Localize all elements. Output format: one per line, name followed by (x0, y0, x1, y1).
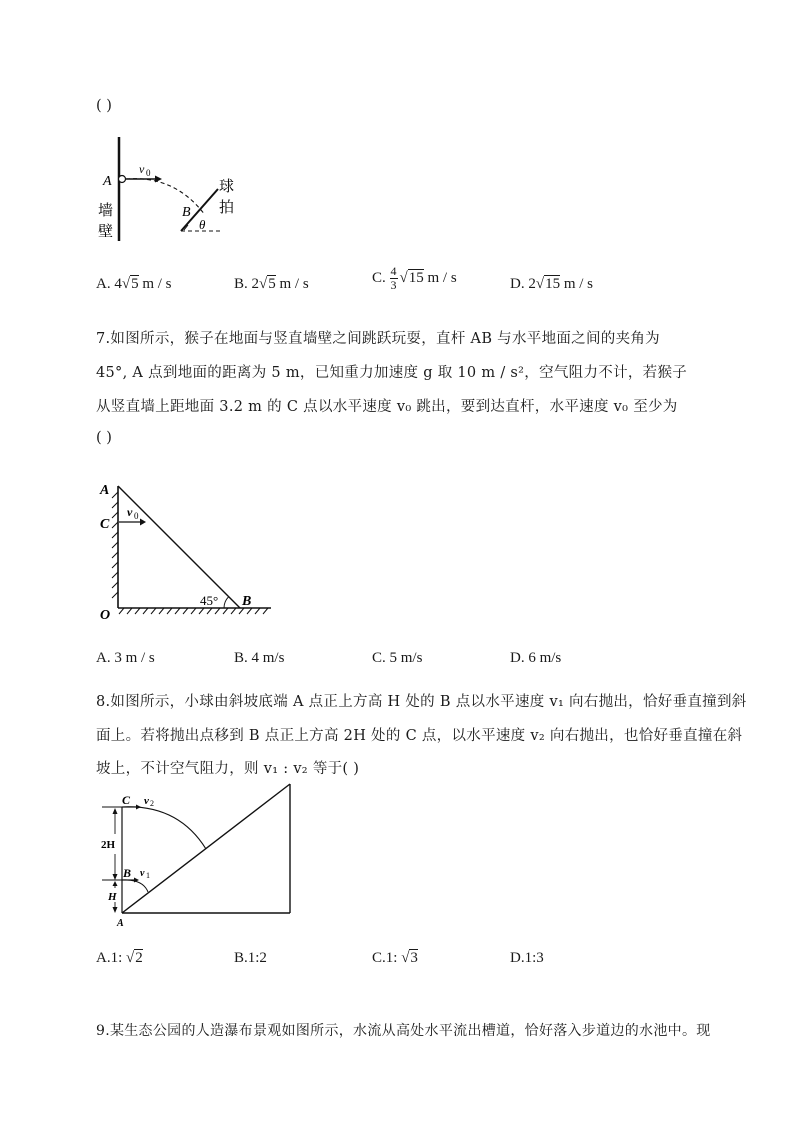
q7-rod-AB (118, 486, 240, 608)
q6-label-v0: v (139, 162, 145, 176)
q6-label-B: B (182, 205, 191, 220)
q8-v2-arrow (136, 805, 141, 810)
q6-racket-char2: 拍 (219, 198, 235, 216)
q8-stem-line2: 面上。若将抛出点移到 B 点正上方高 2H 处的 C 点，以水平速度 v₂ 向右抛出，也恰好垂直撞在斜 (96, 728, 743, 744)
q7-stem-line2: 45°, A 点到地面的距离为 5 m，已知重力加速度 g 取 10 m / s²，空气阻力不计，若猴子 (96, 365, 688, 381)
q7-option-d: D. 6 m/s (510, 650, 562, 666)
q8-label-A: A (117, 918, 124, 929)
q8-option-a: A.1: √2 (96, 950, 143, 966)
q8-stem-line1: 8.如图所示，小球由斜坡底端 A 点正上方高 H 处的 B 点以水平速度 v₁ 向右抛出，恰好垂直撞到斜 (96, 694, 747, 710)
q8-option-d: D.1:3 (510, 950, 544, 966)
q7-answer-bracket: ( ) (96, 430, 112, 446)
q6-option-b: B. 2√5 m / s (234, 276, 309, 292)
q8-label-v1-sub: 1 (146, 871, 150, 880)
q7-label-C: C (100, 517, 110, 532)
q6-trajectory (126, 179, 205, 215)
q8-trajectory-C (122, 807, 206, 849)
q6-label-A: A (103, 174, 112, 189)
q7-option-a: A. 3 m / s (96, 650, 155, 666)
q6-ball (119, 176, 126, 183)
q8-figure (98, 782, 298, 930)
q7-label-O: O (100, 608, 111, 623)
q7-stem-line3: 从竖直墙上距地面 3.2 m 的 C 点以水平速度 v₀ 跳出，要到达直杆，水平速度 v₀ 至少为 (96, 399, 678, 415)
q6-wall-char1: 墙 (98, 201, 114, 219)
q7-option-b: B. 4 m/s (234, 650, 285, 666)
q6-option-a: A. 4√5 m / s (96, 276, 172, 292)
q7-figure (96, 478, 276, 623)
q7-label-v0: v (127, 505, 133, 519)
q7-label-v0-sub: 0 (134, 511, 139, 521)
q8-label-v1: v (140, 868, 145, 879)
q7-stem-line1: 7.如图所示，猴子在地面与竖直墙壁之间跳跃玩耍，直杆 AB 与水平地面之间的夹角为 (96, 331, 660, 347)
q6-option-c-fraction: $\frac{4}{3}$ (390, 264, 397, 292)
q8-label-v2: v (144, 795, 149, 807)
q7-wall-hatch (112, 492, 118, 598)
q7-angle-arc (224, 597, 229, 608)
q6-option-c: C. $\frac{4}{3}$ √15 m / s (372, 264, 457, 292)
q6-label-theta: θ (199, 217, 206, 232)
q6-option-d: D. 2√15 m / s (510, 276, 594, 292)
q6-wall-char2: 壁 (98, 222, 114, 240)
q8-label-B: B (123, 866, 132, 880)
q7-label-angle: 45° (200, 593, 219, 608)
q7-label-B: B (242, 594, 252, 609)
q8-option-b: B.1:2 (234, 950, 267, 966)
q6-figure (95, 135, 265, 250)
q6-label-v0-sub: 0 (146, 168, 151, 178)
q8-label-v2-sub: 2 (150, 799, 154, 808)
q8-option-c: C.1: √3 (372, 950, 418, 966)
q7-label-A: A (100, 483, 110, 498)
q9-stem-line1: 9.某生态公园的人造瀑布景观如图所示，水流从高处水平流出槽道，恰好落入步道边的水池中。现 (96, 1023, 711, 1039)
q6-answer-bracket: ( ) (96, 98, 112, 114)
q8-label-C: C (122, 793, 131, 807)
q8-stem-line3: 坡上，不计空气阻力，则 v₁ : v₂ 等于( ) (96, 761, 360, 777)
q7-option-c: C. 5 m/s (372, 650, 423, 666)
q8-label-H: H (108, 891, 117, 903)
q8-label-2H: 2H (101, 839, 116, 851)
q6-racket-char1: 球 (219, 177, 235, 195)
